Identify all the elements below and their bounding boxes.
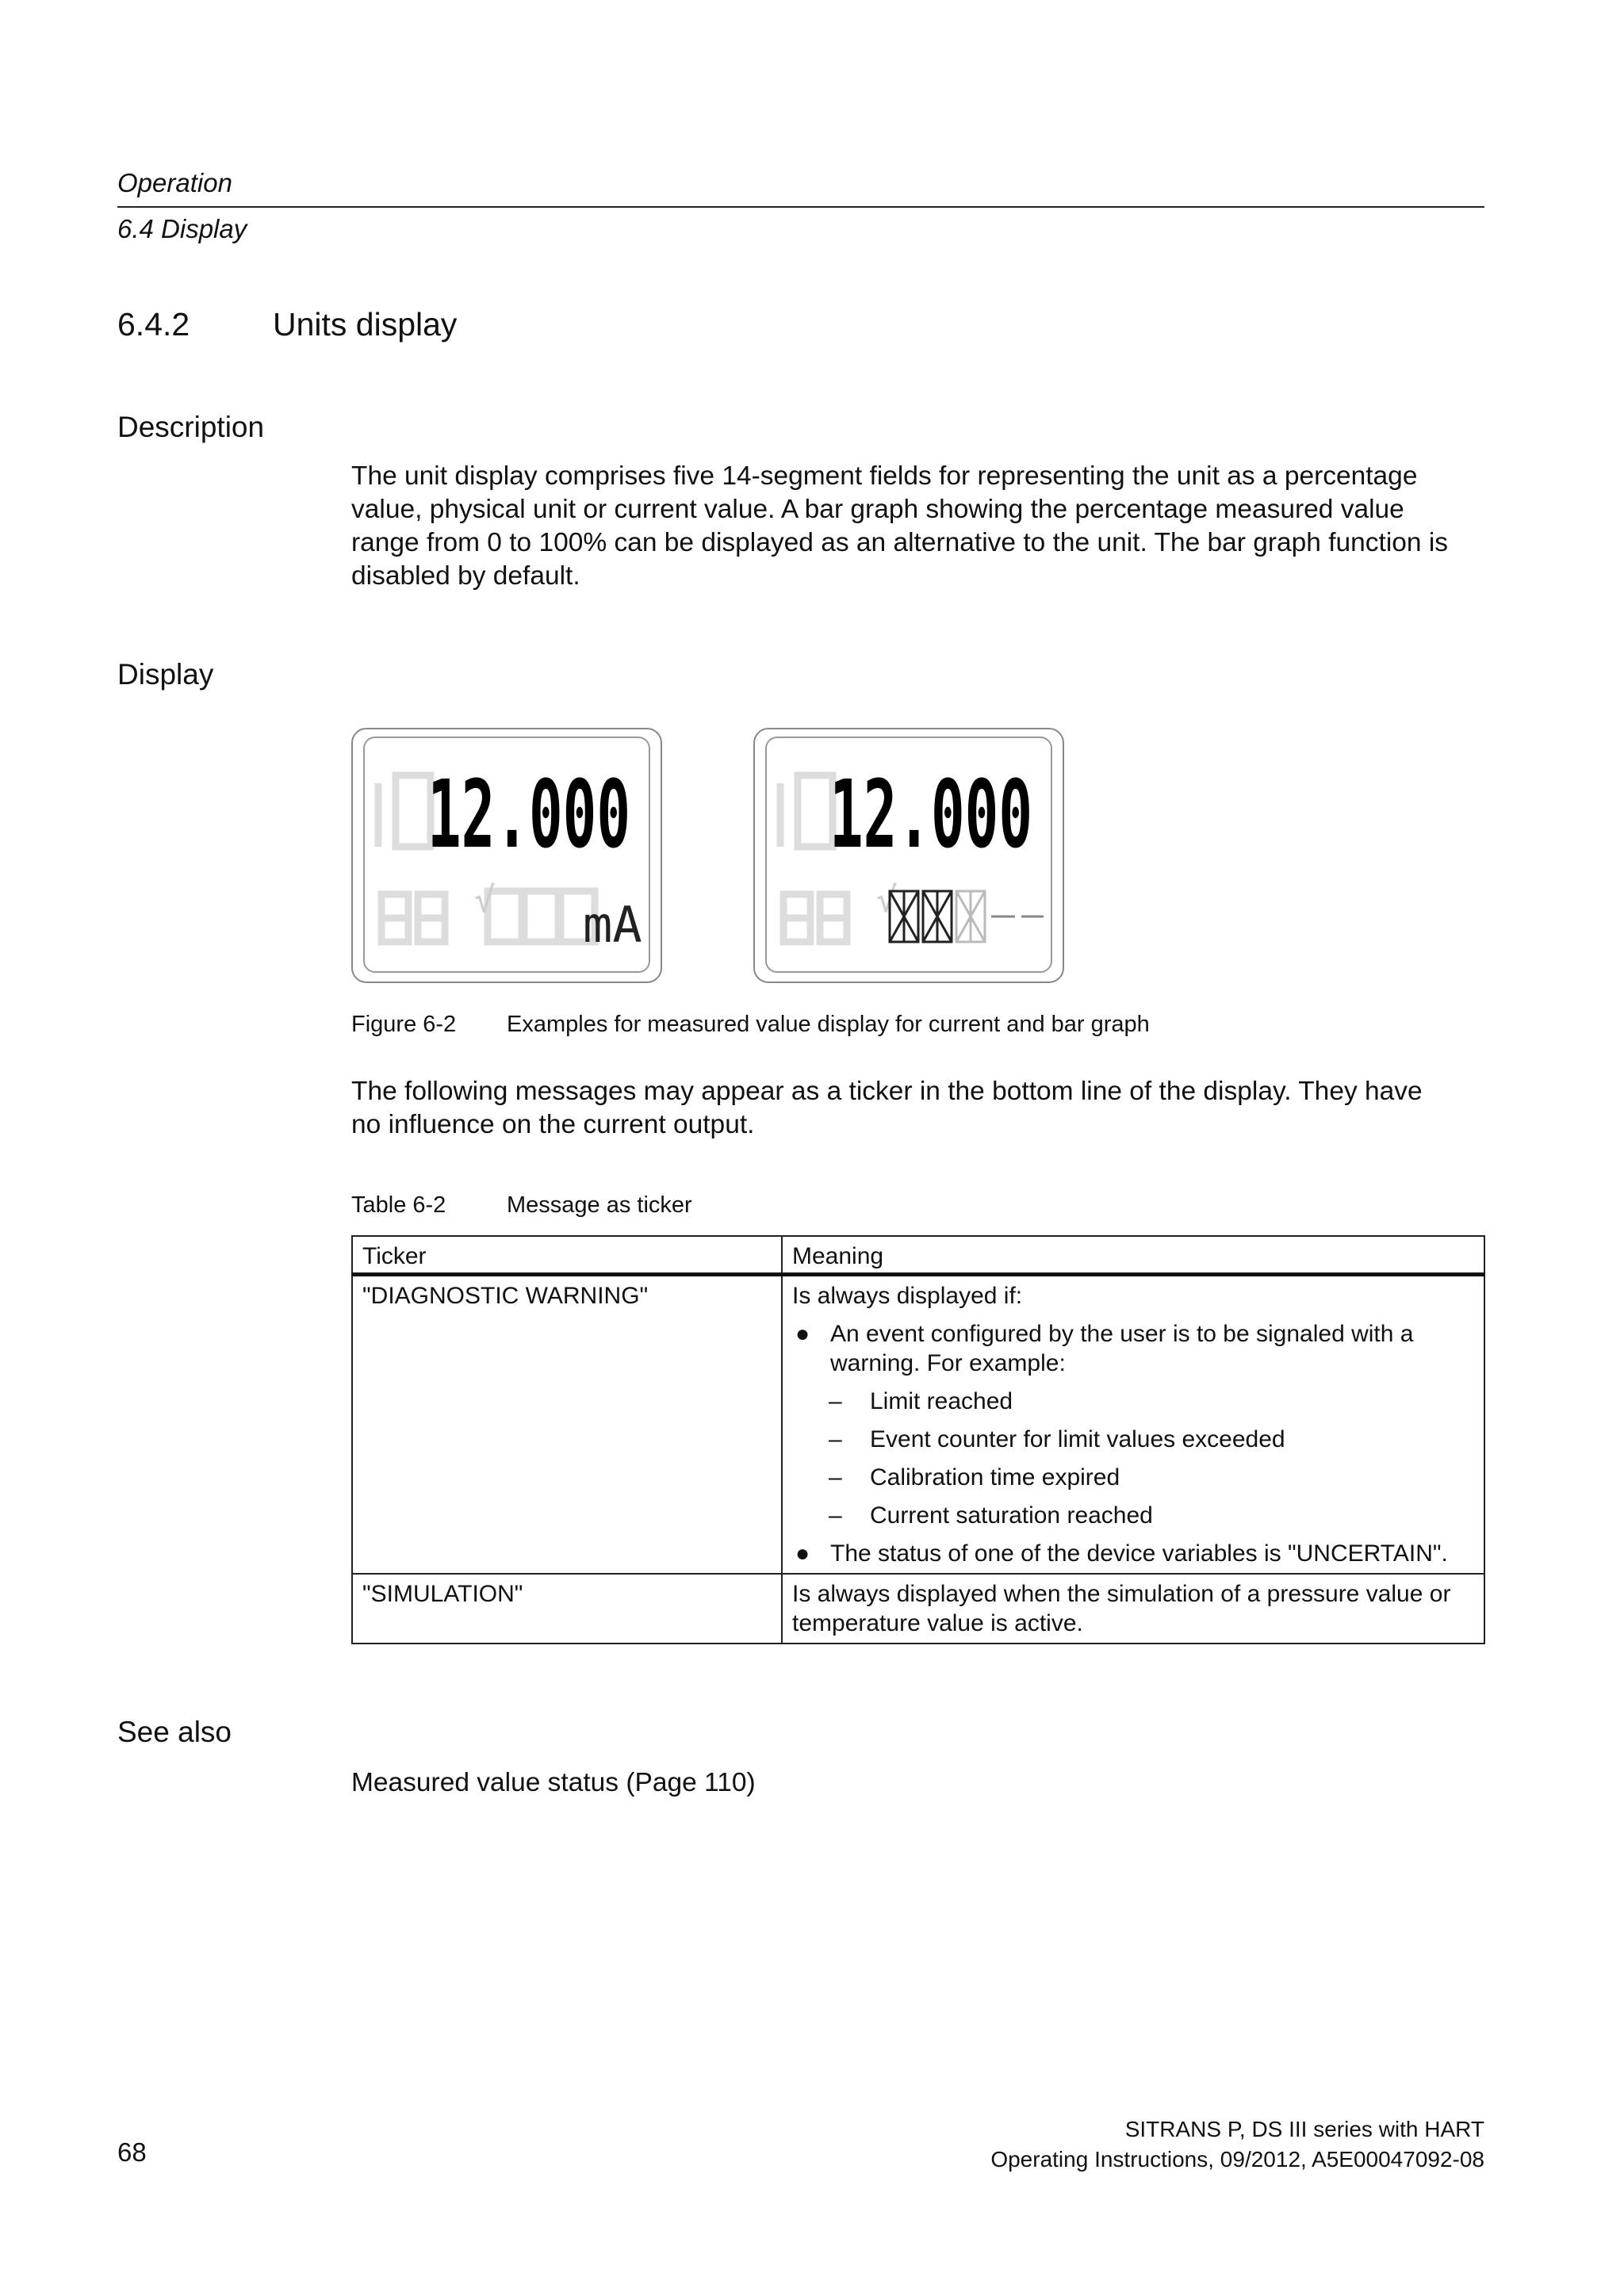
ticker-intro-line: no influence on the current output.: [351, 1110, 755, 1139]
bullet-icon: ●: [795, 1321, 810, 1347]
dash-icon: –: [829, 1426, 842, 1452]
sub-list-item: [792, 1387, 1474, 1416]
ticker-table: [351, 1235, 1485, 1644]
dash-icon: –: [829, 1502, 842, 1529]
table-caption: [351, 1192, 692, 1219]
table-row: [352, 1574, 1484, 1644]
description-line: value, physical unit or current value. A bar graph showing the percentage measured value: [351, 495, 1404, 524]
figure-label: Figure 6-2: [351, 1012, 457, 1037]
page-number: 68: [117, 2137, 147, 2167]
list-item-line: An event configured by the user is to be signaled with a: [830, 1321, 1414, 1347]
description-line: range from 0 to 100% can be displayed as an alternative to the unit. The bar graph function is: [351, 528, 1449, 557]
column-header-meaning: Meaning: [782, 1236, 1484, 1275]
footer-doc-id: Operating Instructions, 09/2012, A5E00047092-08: [990, 2147, 1484, 2172]
table-caption-text: Message as ticker: [507, 1192, 692, 1218]
running-header-chapter: Operation: [117, 168, 232, 197]
section-title: Units display: [273, 306, 458, 342]
sub-list-item-text: Limit reached: [870, 1388, 1013, 1414]
sub-list-item: [792, 1501, 1474, 1530]
lcd-current-display: [351, 728, 662, 983]
table-label: Table 6-2: [351, 1192, 446, 1218]
section-number: 6.4.2: [117, 306, 190, 342]
list-item-line: warning. For example:: [830, 1350, 1066, 1376]
figure-caption: [351, 1012, 1150, 1038]
sqrt-icon: √: [876, 880, 898, 920]
meaning-cell: [782, 1275, 1484, 1575]
description-paragraph: [351, 460, 1493, 593]
ticker-cell: "DIAGNOSTIC WARNING": [352, 1275, 782, 1575]
lcd-bargraph-display: [753, 728, 1064, 983]
see-also-link[interactable]: Measured value status (Page 110): [351, 1768, 756, 1797]
sqrt-icon: √: [474, 880, 496, 920]
meaning-cell: [782, 1574, 1484, 1644]
lcd1-unit: mA: [583, 896, 642, 954]
dash-icon: –: [829, 1388, 842, 1414]
description-line: disabled by default.: [351, 561, 580, 591]
dash-icon: –: [829, 1464, 842, 1490]
sub-list-item-text: Current saturation reached: [870, 1502, 1153, 1529]
ticker-intro-line: The following messages may appear as a ticker in the bottom line of the display. They have: [351, 1077, 1423, 1106]
lcd1-value: 12.000: [427, 760, 630, 869]
lcd2-value: 12.000: [829, 760, 1032, 869]
meaning-line: Is always displayed when the simulation of a pressure value or: [792, 1581, 1451, 1607]
table-header-row: [352, 1236, 1484, 1275]
figure-caption-text: Examples for measured value display for current and bar graph: [507, 1012, 1150, 1037]
table-row: [352, 1275, 1484, 1575]
header-rule: [117, 206, 1484, 208]
sub-list-item-text: Calibration time expired: [870, 1464, 1120, 1490]
list-item-line: The status of one of the device variables is "UNCERTAIN".: [830, 1540, 1448, 1567]
see-also-heading: See also: [117, 1716, 232, 1748]
footer-document-info: [990, 2114, 1484, 2175]
meaning-intro: Is always displayed if:: [792, 1283, 1023, 1309]
footer-product: SITRANS P, DS III series with HART: [1124, 2117, 1484, 2141]
running-header-section: 6.4 Display: [117, 214, 247, 243]
list-item: [792, 1539, 1474, 1568]
bullet-icon: ●: [795, 1540, 810, 1567]
sub-list-item: [792, 1425, 1474, 1454]
meaning-line: temperature value is active.: [792, 1610, 1083, 1636]
sub-list-item: [792, 1463, 1474, 1492]
description-heading: Description: [117, 411, 265, 443]
display-heading: Display: [117, 658, 214, 691]
ticker-cell: "SIMULATION": [352, 1574, 782, 1644]
sub-list-item-text: Event counter for limit values exceeded: [870, 1426, 1285, 1452]
column-header-ticker: Ticker: [352, 1236, 782, 1275]
description-line: The unit display comprises five 14-segment fields for representing the unit as a percentage: [351, 461, 1418, 491]
list-item: [792, 1319, 1474, 1378]
ticker-intro-paragraph: [351, 1075, 1493, 1142]
